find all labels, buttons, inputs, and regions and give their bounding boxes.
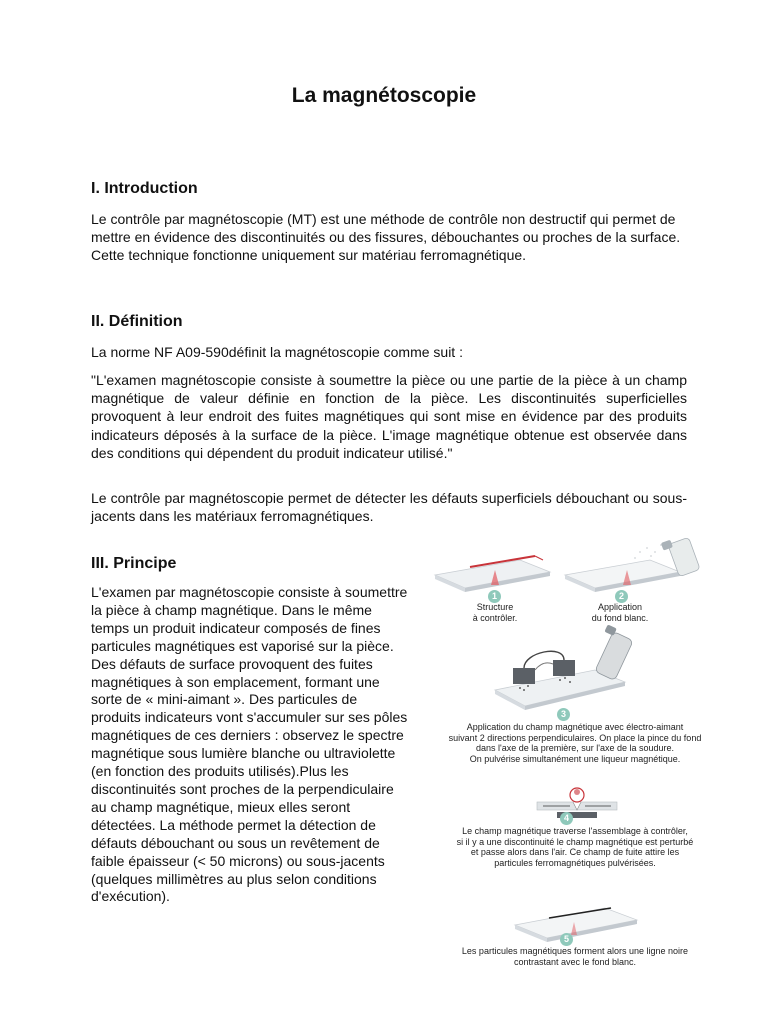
page-title: La magnétoscopie (291, 84, 477, 107)
definition-quote-paragraph: "L'examen magnétoscopie consiste à soumettre la pièce ou une partie de la pièce à un champ magnétique de valeur définie en fonction de la pièce. Les discontinuités superficielles provoquent à leur endroit des fuites magnétiques qui sont mise en évidence par des produits indicateurs déposés à la surface de la pièce. L'image magnétique obtenue est observée dans des conditions qui dépendent du produit indicateur utilisé." (91, 372, 687, 461)
definition-norm-paragraph: La norme NF A09-590définit la magnétoscopie comme suit : (91, 344, 463, 360)
section-heading-principe: III. Principe (91, 555, 177, 572)
step-4-badge: 4 (560, 812, 573, 825)
section-heading-introduction: I. Introduction (91, 180, 198, 197)
step-2-caption: Application du fond blanc. (591, 602, 649, 623)
step-3-electromagnet-illustration (495, 624, 633, 710)
step-1-plate-illustration (435, 556, 550, 592)
step-4-leakage-field-illustration (537, 788, 617, 818)
step-5-caption: Les particules magnétiques forment alors une ligne noire contrastant avec le fond blanc. (461, 946, 689, 967)
step-5-badge: 5 (560, 933, 573, 946)
principe-paragraph: L'examen par magnétoscopie consiste à soumettre la pièce à champ magnétique. Dans le même temps un produit indicateur composés de fines particules magnétiques est vaporisé sur la pièce. Des défauts de surface provoquent des fuites magnétiques à son emplacement, formant une sorte de « mini-aimant ». Des particules de produits indicateurs vont s'accumuler sur ses pôles magnétiques de ces derniers : observez le spectre magnétique sous lumière blanche ou ultraviolette (en fonction des produits utilisés).Plus les discontinuités sont proches de la perpendiculaire au champ magnétique, mieux elles seront détectées. La méthode permet la détection de défauts débouchant ou sous un revêtement de faible épaisseur (< 50 microns) ou sous-jacents (quelques millimètres au plus selon conditions d'exécution). (91, 584, 408, 905)
magnetoscopy-process-figure (425, 530, 725, 970)
step-4-caption: Le champ magnétique traverse l'assemblage à contrôler, si il y a une discontinuité le champ magnétique est perturbé et passe alors dans l'air. Ce champ de fuite attire les particules ferromagnétiques pulvérisées. (456, 826, 694, 868)
step-1-badge: 1 (488, 590, 501, 603)
section-heading-definition: II. Définition (91, 313, 183, 330)
introduction-paragraph: Le contrôle par magnétoscopie (MT) est une méthode de contrôle non destructif qui permet de mettre en évidence des discontinuités ou des fissures, débouchantes ou proches de la surface. Cette technique fonctionne uniquement sur matériau ferromagnétique. (91, 211, 681, 264)
step-1-caption: Structure à contrôler. (472, 602, 518, 623)
step-2-plate-and-spray-illustration (565, 537, 700, 592)
step-3-badge: 3 (557, 708, 570, 721)
definition-detection-paragraph: Le contrôle par magnétoscopie permet de détecter les défauts superficiels débouchant ou sous-jacents dans les matériaux ferromagnétiques. (91, 490, 687, 525)
step-2-badge: 2 (615, 590, 628, 603)
step-3-caption: Application du champ magnétique avec électro-aimant suivant 2 directions perpendiculaires. On place la pince du fond dans l'axe de la première, sur l'axe de la soudure. On pulvérise simultanément une liqueur magnétique. (448, 722, 702, 764)
step-5-indication-illustration (515, 908, 637, 942)
